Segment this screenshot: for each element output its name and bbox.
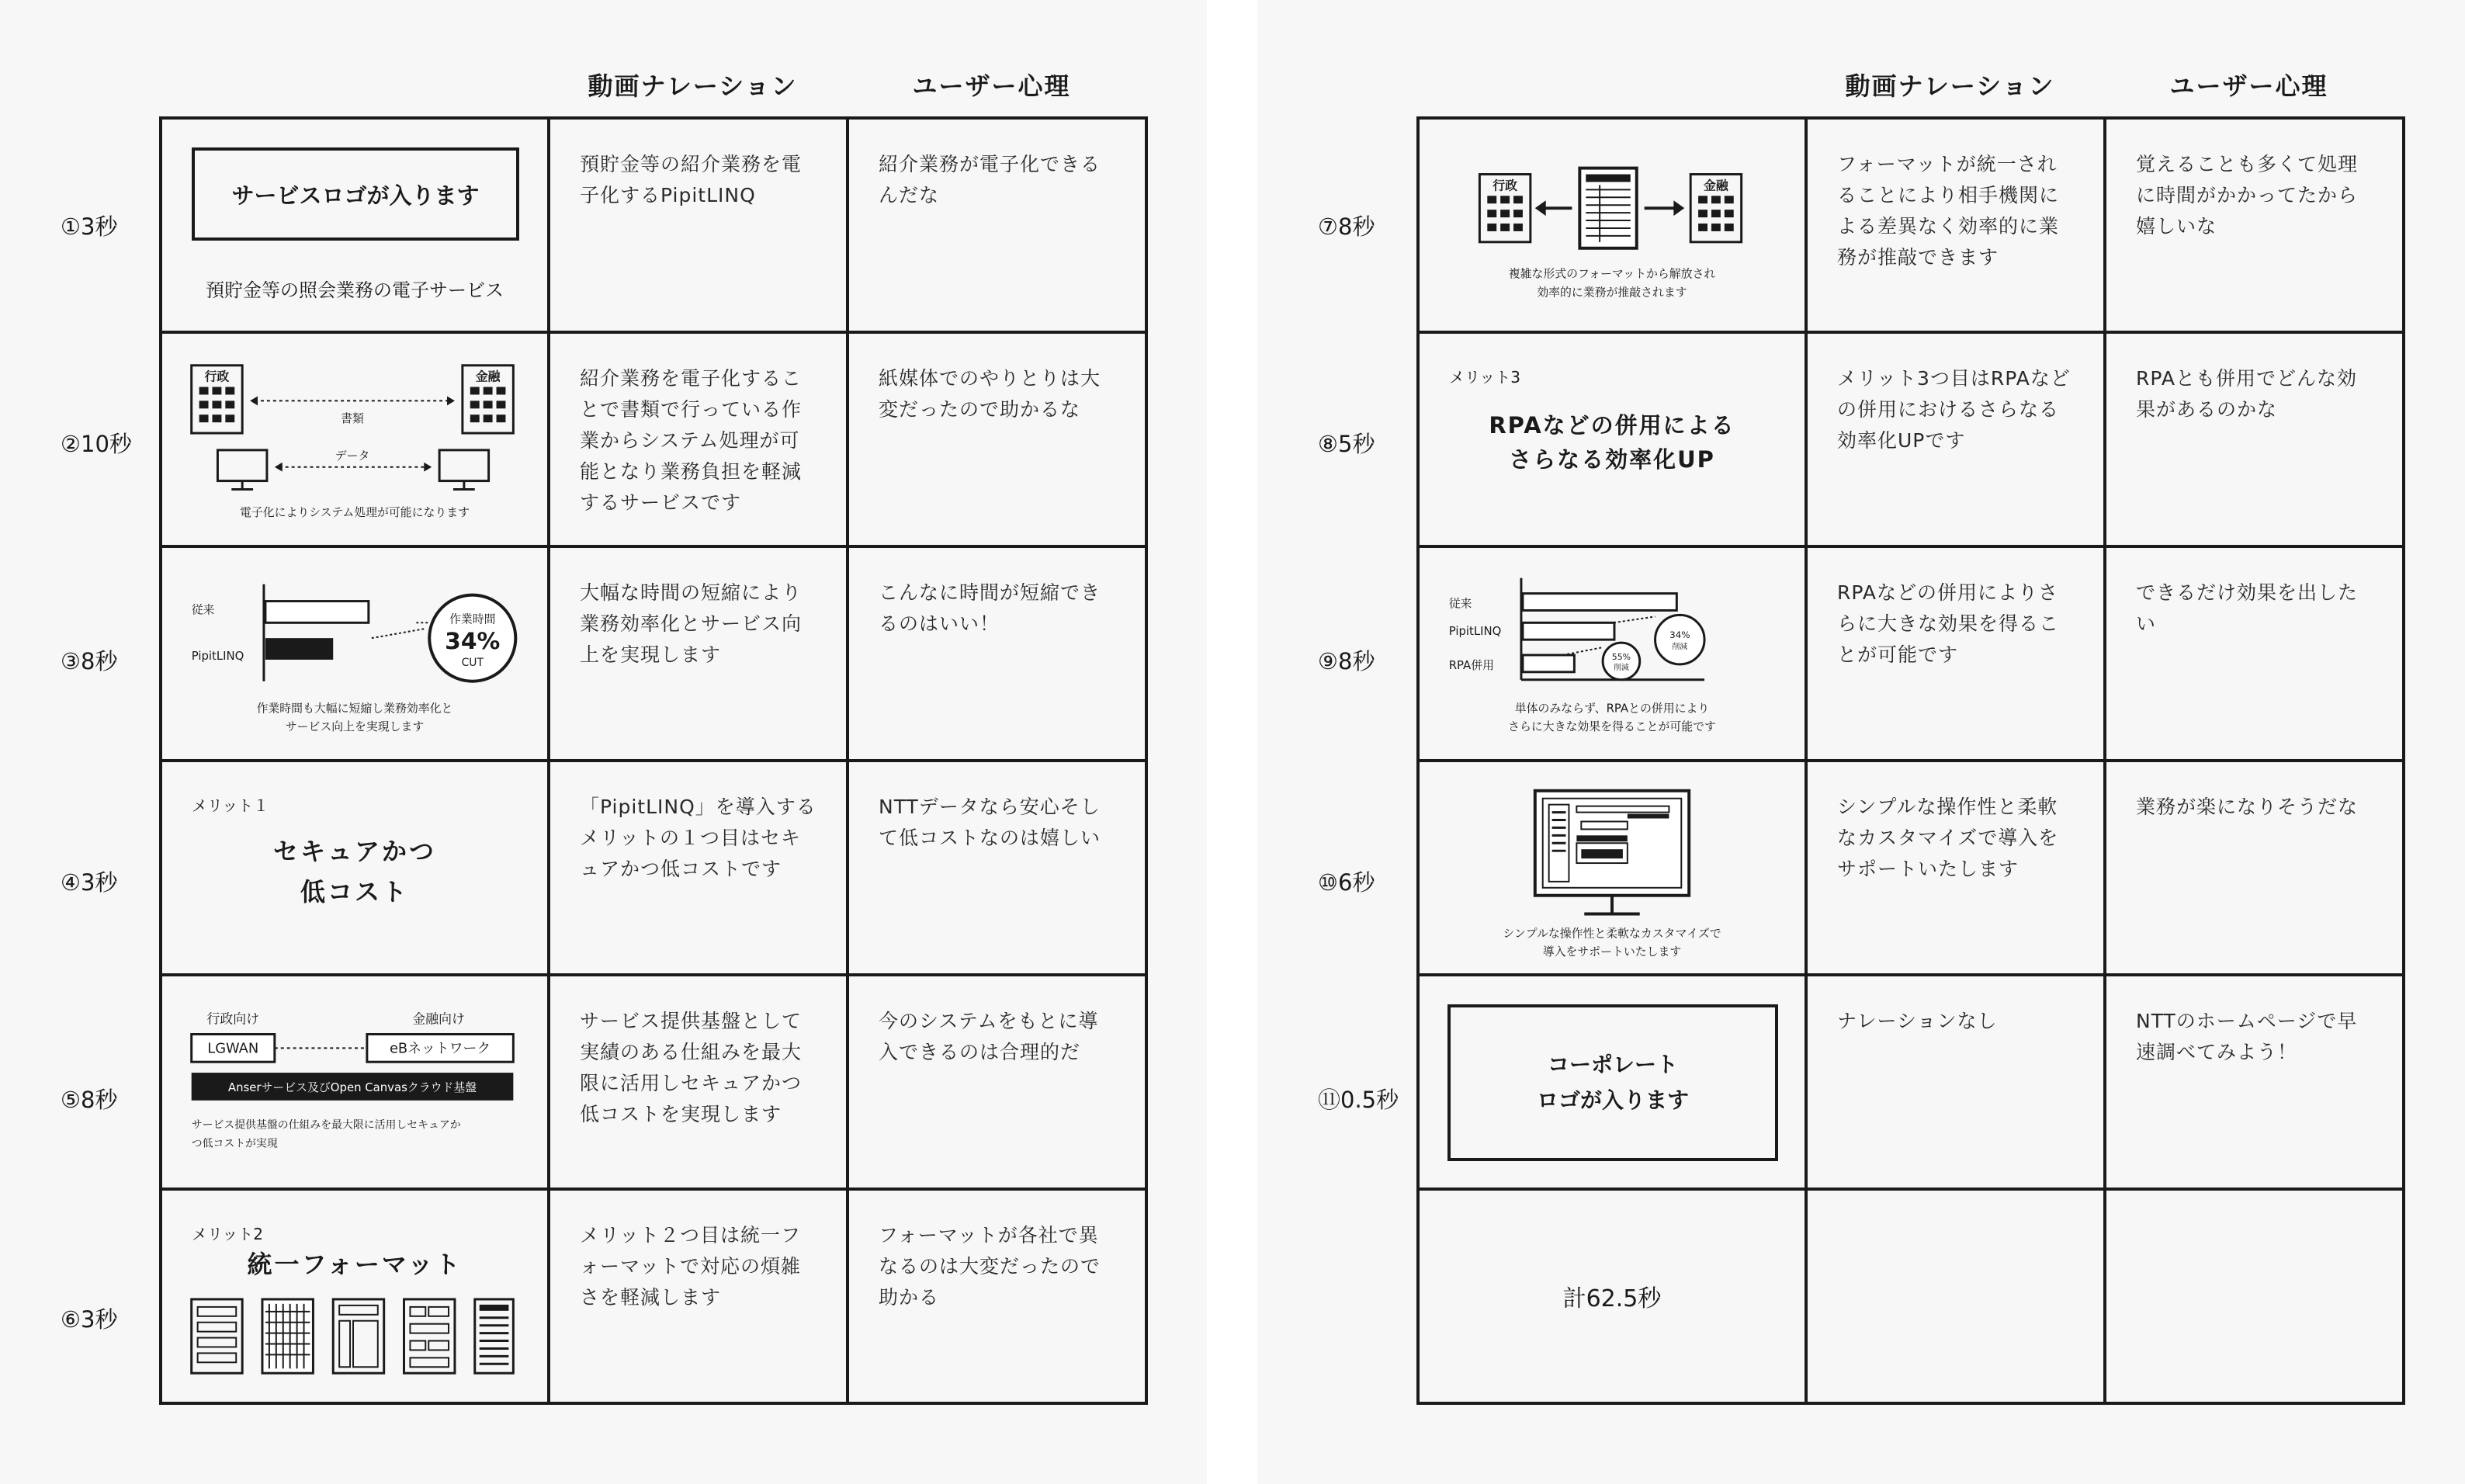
table-row: [1418, 332, 2404, 546]
narration-cell: [1806, 1189, 2105, 1403]
total-duration: 計62.5秒: [1562, 1285, 1662, 1312]
narration-cell: シンプルな操作性と柔軟なカスタマイズで導入をサポートいたします: [1806, 761, 2105, 975]
total-cell: [1418, 1189, 1806, 1403]
docs-label: 書類: [341, 411, 364, 426]
scene-title: RPAなどの併用による: [1489, 412, 1735, 439]
form-icon: [404, 1299, 454, 1373]
psychology-cell: フォーマットが各社で異なるのは大変だったので助かる: [848, 1189, 1146, 1403]
column-header-psychology: ユーザー心理: [912, 71, 1071, 101]
scene-caption: シンプルな操作性と柔軟なカスタマイズで: [1503, 926, 1721, 941]
table-row: [1418, 975, 2404, 1189]
scene-caption: 導入をサポートいたします: [1542, 945, 1682, 959]
scene-caption: 電子化によりシステム処理が可能になります: [239, 505, 470, 520]
data-label: データ: [335, 448, 370, 463]
time-label: ③8秒: [61, 648, 118, 674]
bar-pipit: [265, 638, 333, 660]
psychology-cell: こんなに時間が短縮できるのはいい！: [848, 546, 1146, 761]
scene-visual: [161, 1189, 549, 1403]
storyboard-page-right: [1257, 0, 2465, 1484]
table-row: [161, 118, 1146, 332]
merit-label: メリット2: [192, 1225, 263, 1243]
scene-visual: [161, 975, 549, 1189]
digitization-diagram: [162, 334, 547, 545]
storyboard-table-left: [159, 116, 1148, 1405]
pipit-label: PipitLINQ: [191, 648, 244, 663]
scene-visual: [1418, 546, 1806, 761]
scene-caption: 効率的に業務が推敲されます: [1537, 285, 1687, 300]
time-label: ④3秒: [61, 869, 118, 896]
svg-text:金融: 金融: [1704, 178, 1728, 193]
table-row: [161, 546, 1146, 761]
psychology-cell: 紹介業務が電子化できるんだな: [848, 118, 1146, 332]
time-label: ②10秒: [61, 431, 132, 457]
time-label: ①3秒: [61, 213, 118, 240]
table-row: [1418, 546, 2404, 761]
narration-cell: 大幅な時間の短縮により業務効率化とサービス向上を実現します: [549, 546, 848, 761]
narration-cell: 預貯金等の紹介業務を電子化するPipitLINQ: [549, 118, 848, 332]
scene-title: 統一フォーマット: [247, 1250, 463, 1279]
narration-cell: ナレーションなし: [1806, 975, 2105, 1189]
spreadsheet-icon: [262, 1299, 313, 1373]
fin-label: 金融: [475, 369, 501, 384]
rpa-reduction-chart: [1420, 548, 1805, 759]
svg-text:55%: 55%: [1611, 651, 1631, 662]
psychology-cell: NTTデータなら安心そして低コストなのは嬉しい: [848, 761, 1146, 975]
column-header-narration: 動画ナレーション: [588, 71, 798, 101]
scene-caption: サービス提供基盤の仕組みを最大限に活用しセキュアか: [191, 1118, 461, 1132]
bar-rpa: [1523, 655, 1574, 672]
scene-caption: サービス向上を実現します: [285, 719, 425, 734]
scene-visual: [161, 546, 549, 761]
merit-label: メリット１: [192, 796, 269, 815]
table-row: [161, 761, 1146, 975]
scene-title: セキュアかつ: [272, 837, 436, 866]
time-reduction-chart: [162, 548, 547, 759]
storyboard-page-left: [0, 0, 1207, 1484]
narration-cell: メリット２つ目は統一フォーマットで対応の煩雑さを軽減します: [549, 1189, 848, 1403]
narration-cell: RPAなどの併用によりさらに大きな効果を得ることが可能です: [1806, 546, 2105, 761]
table-row: [161, 975, 1146, 1189]
svg-text:作業時間: 作業時間: [449, 612, 496, 626]
spreadsheet-icon: [1579, 168, 1636, 248]
svg-text:eBネットワーク: eBネットワーク: [389, 1040, 491, 1057]
psychology-cell: 紙媒体でのやりとりは大変だったので助かるな: [848, 332, 1146, 546]
time-label: ⑩6秒: [1318, 869, 1375, 896]
scene-visual: [1418, 761, 1806, 975]
svg-text:行政: 行政: [1493, 178, 1517, 193]
table-row: [1418, 1189, 2404, 1403]
corporate-logo-placeholder: コーポレート ロゴが入ります: [1447, 1004, 1778, 1161]
time-label: ⑥3秒: [61, 1306, 118, 1333]
psychology-cell: [2105, 1189, 2404, 1403]
svg-text:金融向け: 金融向け: [412, 1011, 465, 1027]
scene-visual: [1418, 975, 1806, 1189]
pipit-label: PipitLINQ: [1448, 624, 1502, 639]
bar-pipit: [1523, 622, 1614, 640]
column-header-psychology: ユーザー心理: [2169, 71, 2328, 101]
psychology-cell: 今のシステムをもとに導入できるのは合理的だ: [848, 975, 1146, 1189]
svg-text:LGWAN: LGWAN: [207, 1040, 259, 1057]
psychology-cell: NTTのホームページで早速調べてみよう！: [2105, 975, 2404, 1189]
time-label: ⑧5秒: [1318, 431, 1375, 457]
scene-title: さらなる効率化UP: [1509, 446, 1715, 473]
psychology-cell: できるだけ効果を出したい: [2105, 546, 2404, 761]
table-row: [1418, 118, 2404, 332]
time-label: ⑦8秒: [1318, 213, 1375, 240]
scene-caption: 作業時間も大幅に短縮し業務効率化と: [256, 701, 453, 716]
column-header-narration: 動画ナレーション: [1845, 71, 2055, 101]
narration-cell: メリット3つ目はRPAなどの併用におけるさらなる効率化UPです: [1806, 332, 2105, 546]
monitor-icon: [1535, 791, 1689, 914]
table-row: [1418, 761, 2404, 975]
scene-caption: つ低コストが実現: [191, 1137, 278, 1150]
scene-visual: [161, 761, 549, 975]
before-label: 従来: [1448, 596, 1472, 611]
narration-cell: 紹介業務を電子化することで書類で行っている作業からシステム処理が可能となり業務負担を軽減するサービスです: [549, 332, 848, 546]
before-label: 従来: [191, 602, 215, 617]
scene-visual: [1418, 118, 1806, 332]
monitor-icon: [217, 450, 266, 490]
scene-visual: [161, 118, 549, 332]
monitor-icon: [439, 450, 488, 490]
gov-label: 行政: [204, 369, 230, 384]
scene-visual: [1418, 332, 1806, 546]
svg-text:34%: 34%: [1669, 629, 1690, 641]
narration-cell: 「PipitLINQ」を導入するメリットの１つ目はセキュアかつ低コストです: [549, 761, 848, 975]
scene-caption: 預貯金等の照会業務の電子サービス: [206, 279, 504, 301]
scene-caption: 複雑な形式のフォーマットから解放され: [1508, 266, 1716, 281]
svg-text:CUT: CUT: [461, 656, 484, 669]
svg-text:行政向け: 行政向け: [206, 1011, 259, 1027]
merit-label: メリット3: [1449, 368, 1520, 387]
narration-cell: サービス提供基盤として実績のある仕組みを最大限に活用しセキュアかつ低コストを実現します: [549, 975, 848, 1189]
psychology-cell: 覚えることも多くて処理に時間がかかってたから嬉しいな: [2105, 118, 2404, 332]
psychology-cell: 業務が楽になりそうだな: [2105, 761, 2404, 975]
svg-text:Anserサービス及びOpen Canvasクラウド基盤: Anserサービス及びOpen Canvasクラウド基盤: [227, 1080, 477, 1094]
table-row: [161, 332, 1146, 546]
scene-title: 低コスト: [300, 877, 409, 907]
platform-diagram: [162, 976, 547, 1188]
svg-text:34%: 34%: [445, 628, 501, 656]
storyboard-table-right: [1416, 116, 2405, 1405]
list-icon: [475, 1299, 514, 1373]
scene-caption: さらに大きな効果を得ることが可能です: [1508, 719, 1716, 734]
format-icons: [162, 1191, 547, 1402]
document-icon: [333, 1299, 383, 1373]
screen-diagram: [1420, 762, 1805, 973]
bar-before: [265, 602, 369, 623]
scene-caption: 単体のみならず、RPAとの併用により: [1514, 701, 1710, 716]
unified-format-diagram: [1420, 120, 1805, 331]
form-icon: [192, 1299, 242, 1373]
scene-visual: [161, 332, 549, 546]
rpa-label: RPA併用: [1448, 657, 1494, 672]
table-row: [161, 1189, 1146, 1403]
time-label: ⑪0.5秒: [1318, 1087, 1399, 1113]
service-logo-placeholder: サービスロゴが入ります: [192, 147, 519, 241]
bar-before: [1523, 594, 1676, 611]
svg-text:削減: 削減: [1672, 643, 1688, 652]
svg-text:削減: 削減: [1613, 663, 1629, 672]
psychology-cell: RPAとも併用でどんな効果があるのかな: [2105, 332, 2404, 546]
narration-cell: フォーマットが統一されることにより相手機関による差異なく効率的に業務が推敲できます: [1806, 118, 2105, 332]
time-label: ⑤8秒: [61, 1087, 118, 1113]
time-label: ⑨8秒: [1318, 648, 1375, 674]
